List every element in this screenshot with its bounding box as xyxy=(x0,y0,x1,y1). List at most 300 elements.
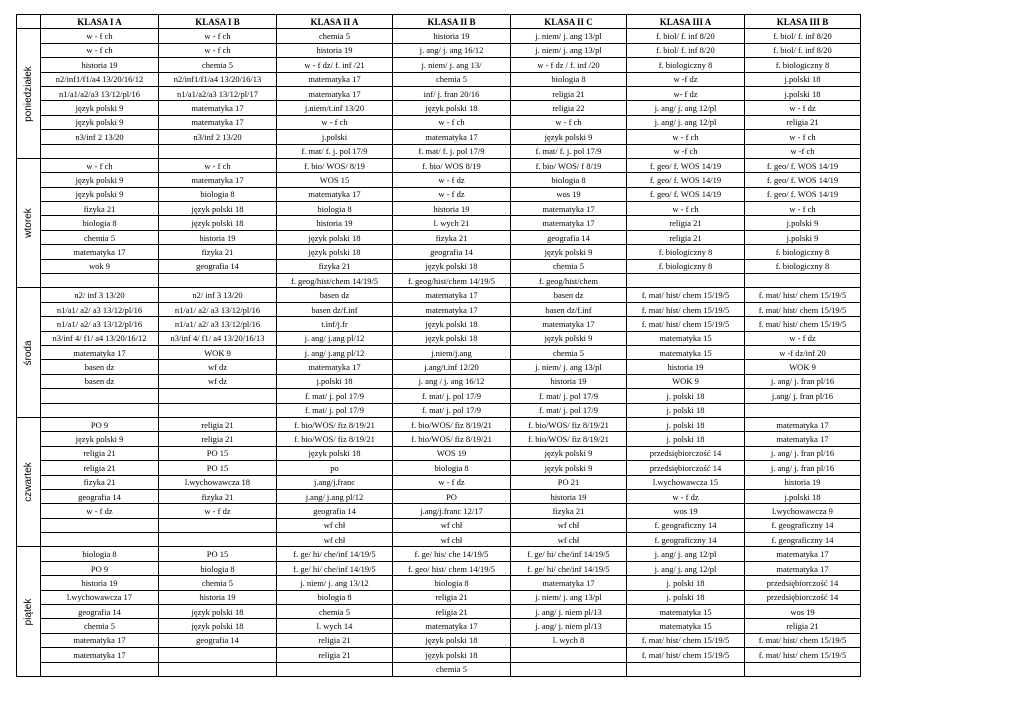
lesson-cell: f. mat/ hist/ chem 15/19/5 xyxy=(627,302,745,316)
day-name: czwartek xyxy=(22,462,34,502)
lesson-cell: f. geog/hist/chem xyxy=(511,274,627,288)
lesson-cell: po xyxy=(277,461,393,475)
lesson-cell: WOS 15 xyxy=(277,173,393,187)
lesson-cell: religia 21 xyxy=(393,590,511,604)
lesson-row xyxy=(17,86,861,100)
day-name: środa xyxy=(22,340,34,366)
lesson-cell: j.niem/j.ang xyxy=(393,345,511,359)
lesson-cell: f. ge/ hi/ che/inf 14/19/5 xyxy=(511,547,627,561)
lesson-cell: w -f ch xyxy=(627,144,745,158)
lesson-cell: f. geo/ f. WOS 14/19 xyxy=(627,187,745,201)
lesson-row xyxy=(17,29,861,43)
lesson-cell: f. biologiczny 8 xyxy=(745,259,861,273)
lesson-cell: w -f dz xyxy=(627,72,745,86)
lesson-cell: język polski 18 xyxy=(393,317,511,331)
lesson-cell: wok 9 xyxy=(41,259,159,273)
lesson-cell: n1/a1/ a2/ a3 13/12/pl/16 xyxy=(41,302,159,316)
lesson-cell: j.polski 9 xyxy=(745,216,861,230)
lesson-cell: j. ang/ j. niem pl/13 xyxy=(511,605,627,619)
lesson-cell: religia 21 xyxy=(745,619,861,633)
lesson-cell: w - f ch xyxy=(277,115,393,129)
lesson-cell: j. niem/ j. ang 13/pl xyxy=(511,590,627,604)
lesson-cell: j.polski xyxy=(277,130,393,144)
lesson-cell xyxy=(511,662,627,676)
lesson-cell: historia 19 xyxy=(627,360,745,374)
lesson-cell: chemia 5 xyxy=(277,605,393,619)
lesson-cell: w - f dz xyxy=(41,504,159,518)
day-name: wtorek xyxy=(22,208,34,238)
lesson-cell: j. niem/ j. ang 13/ xyxy=(393,58,511,72)
lesson-cell: basen dz xyxy=(511,288,627,302)
lesson-cell: f. mat/ hist/ chem 15/19/5 xyxy=(745,648,861,662)
lesson-cell: w - f ch xyxy=(41,158,159,172)
lesson-cell: biologia 8 xyxy=(511,72,627,86)
lesson-cell: WOK 9 xyxy=(159,345,277,359)
lesson-row xyxy=(17,547,861,561)
lesson-cell xyxy=(627,274,745,288)
lesson-cell: wf dz xyxy=(159,360,277,374)
lesson-row xyxy=(17,446,861,460)
lesson-cell: w -f ch xyxy=(745,144,861,158)
lesson-cell: język polski 9 xyxy=(511,331,627,345)
lesson-cell: geografia 14 xyxy=(41,489,159,503)
lesson-cell: wf chł xyxy=(393,533,511,547)
lesson-cell: język polski 9 xyxy=(41,187,159,201)
lesson-cell: j.ang/j.franc xyxy=(277,475,393,489)
lesson-cell: f. mat/ hist/ chem 15/19/5 xyxy=(745,317,861,331)
lesson-cell: f. mat/ j. pol 17/9 xyxy=(511,403,627,417)
lesson-cell: w - f ch xyxy=(627,130,745,144)
lesson-row xyxy=(17,302,861,316)
lesson-cell: f. biologiczny 8 xyxy=(745,245,861,259)
lesson-row xyxy=(17,317,861,331)
lesson-cell: w - f ch xyxy=(511,115,627,129)
lesson-cell: j.ang/ j.ang pl/12 xyxy=(277,489,393,503)
lesson-cell: wf chł xyxy=(277,518,393,532)
lesson-row xyxy=(17,561,861,575)
lesson-row xyxy=(17,489,861,503)
lesson-cell: f. bio/WOS/ fiz 8/19/21 xyxy=(277,417,393,431)
lesson-cell: geografia 14 xyxy=(159,259,277,273)
lesson-cell: język polski 9 xyxy=(511,245,627,259)
lesson-cell: matematyka 15 xyxy=(627,345,745,359)
lesson-cell: wos 19 xyxy=(627,504,745,518)
lesson-cell: chemia 5 xyxy=(159,58,277,72)
day-label-cell xyxy=(17,547,41,677)
lesson-cell: biologia 8 xyxy=(41,216,159,230)
lesson-cell: l.wychowawcza 15 xyxy=(627,475,745,489)
lesson-cell: matematyka 17 xyxy=(277,86,393,100)
lesson-cell: f. mat/ f. j. pol 17/9 xyxy=(511,144,627,158)
lesson-cell: f. mat/ hist/ chem 15/19/5 xyxy=(745,633,861,647)
lesson-cell xyxy=(41,403,159,417)
lesson-cell: j. polski 18 xyxy=(627,417,745,431)
lesson-cell: n2/inf1/f1/a4 13/20/16/12 xyxy=(41,72,159,86)
lesson-cell: j. ang/ j. ang 12/pl xyxy=(627,101,745,115)
lesson-cell: wos 19 xyxy=(511,187,627,201)
lesson-cell: WOK 9 xyxy=(627,374,745,388)
lesson-cell: język polski 9 xyxy=(511,446,627,460)
lesson-cell: w - f ch xyxy=(159,158,277,172)
lesson-cell: matematyka 17 xyxy=(511,216,627,230)
lesson-cell: chemia 5 xyxy=(393,662,511,676)
lesson-cell xyxy=(41,518,159,532)
lesson-row xyxy=(17,115,861,129)
lesson-cell: język polski 18 xyxy=(393,331,511,345)
lesson-cell: historia 19 xyxy=(511,374,627,388)
lesson-cell: j.ang/ j. fran pl/16 xyxy=(745,389,861,403)
lesson-cell: n3/inf 2 13/20 xyxy=(159,130,277,144)
lesson-row xyxy=(17,518,861,532)
lesson-cell: język polski 9 xyxy=(511,461,627,475)
lesson-cell: f. mat/ f. j. pol 17/9 xyxy=(393,144,511,158)
lesson-cell: wf chł xyxy=(393,518,511,532)
lesson-cell: f. ge/ hi/ che/inf 14/19/5 xyxy=(277,561,393,575)
lesson-cell: PO xyxy=(393,489,511,503)
lesson-cell: w - f ch xyxy=(393,115,511,129)
lesson-cell: f. mat/ hist/ chem 15/19/5 xyxy=(627,633,745,647)
lesson-cell: n1/a1/a2/a3 13/12/pl/17 xyxy=(159,86,277,100)
day-label-cell xyxy=(17,29,41,159)
lesson-row xyxy=(17,360,861,374)
lesson-cell: f. geo/ hist/ chem 14/19/5 xyxy=(393,561,511,575)
lesson-cell: j. ang/ j. fran pl/16 xyxy=(745,461,861,475)
lesson-cell: n3/inf 4/ f1/ a4 13/20/16/12 xyxy=(41,331,159,345)
lesson-cell xyxy=(745,274,861,288)
lesson-cell: język polski 18 xyxy=(159,202,277,216)
lesson-cell: PO 9 xyxy=(41,561,159,575)
corner-cell xyxy=(17,15,41,29)
lesson-cell: f. mat/ j. pol 17/9 xyxy=(393,389,511,403)
lesson-cell: religia 21 xyxy=(511,86,627,100)
lesson-cell: fizyka 21 xyxy=(41,202,159,216)
lesson-cell: f. mat/ j. pol 17/9 xyxy=(393,403,511,417)
lesson-cell: f. mat/ j. pol 17/9 xyxy=(277,389,393,403)
lesson-cell: w - f dz xyxy=(745,331,861,345)
lesson-cell: wos 19 xyxy=(745,605,861,619)
lesson-cell: język polski 18 xyxy=(393,648,511,662)
lesson-cell: w - f dz/ f. inf /21 xyxy=(277,58,393,72)
lesson-cell: n1/a1/ a2/ a3 13/12/pl/16 xyxy=(159,317,277,331)
lesson-cell: n3/inf 2 13/20 xyxy=(41,130,159,144)
lesson-cell xyxy=(159,533,277,547)
lesson-row xyxy=(17,144,861,158)
day-name: poniedziałek xyxy=(22,65,34,122)
lesson-cell: historia 19 xyxy=(41,576,159,590)
lesson-cell xyxy=(41,144,159,158)
lesson-cell: l.wychowawcza 18 xyxy=(159,475,277,489)
lesson-cell: f. biologiczny 8 xyxy=(627,259,745,273)
lesson-cell: f. ge/ hi/ che/inf 14/19/5 xyxy=(277,547,393,561)
lesson-row xyxy=(17,101,861,115)
lesson-cell: matematyka 17 xyxy=(159,115,277,129)
lesson-row xyxy=(17,58,861,72)
lesson-cell: n1/a1/ a2/ a3 13/12/pl/16 xyxy=(159,302,277,316)
lesson-cell: matematyka 15 xyxy=(627,331,745,345)
lesson-cell: j.polski 18 xyxy=(745,72,861,86)
lesson-cell: f. mat/ hist/ chem 15/19/5 xyxy=(627,288,745,302)
lesson-cell: fizyka 21 xyxy=(159,489,277,503)
lesson-row xyxy=(17,187,861,201)
lesson-cell: basen dz xyxy=(41,360,159,374)
lesson-cell: biologia 8 xyxy=(393,576,511,590)
lesson-cell: PO 9 xyxy=(41,417,159,431)
lesson-cell: f. geo/ f. WOS 14/19 xyxy=(627,173,745,187)
lesson-cell: matematyka 17 xyxy=(511,202,627,216)
lesson-cell: f. geog/hist/chem 14/19/5 xyxy=(277,274,393,288)
lesson-cell xyxy=(627,662,745,676)
lesson-cell: j. niem/ j. ang 13/12 xyxy=(277,576,393,590)
class-header: KLASA II C xyxy=(511,15,627,29)
lesson-cell: matematyka 17 xyxy=(393,130,511,144)
lesson-cell: chemia 5 xyxy=(41,619,159,633)
class-header: KLASA III A xyxy=(627,15,745,29)
lesson-cell: l. wych 14 xyxy=(277,619,393,633)
lesson-cell: j. ang/ j.ang pl/12 xyxy=(277,345,393,359)
lesson-cell: f. mat/ hist/ chem 15/19/5 xyxy=(745,288,861,302)
class-header: KLASA I A xyxy=(41,15,159,29)
lesson-cell: j.ang/t.inf 12/20 xyxy=(393,360,511,374)
lesson-row xyxy=(17,576,861,590)
lesson-cell: w - f ch xyxy=(41,29,159,43)
lesson-cell xyxy=(159,518,277,532)
lesson-cell: matematyka 17 xyxy=(159,101,277,115)
lesson-cell: f. bio/ WOS/ f 8/19 xyxy=(511,158,627,172)
lesson-cell xyxy=(41,533,159,547)
lesson-cell xyxy=(511,648,627,662)
lesson-cell xyxy=(41,662,159,676)
lesson-row xyxy=(17,633,861,647)
lesson-cell: w - f ch xyxy=(159,43,277,57)
lesson-cell: j. ang/ j. ang 12/pl xyxy=(627,547,745,561)
lesson-cell: j.polski 18 xyxy=(277,374,393,388)
lesson-cell: f. geograficzny 14 xyxy=(745,518,861,532)
lesson-cell: f. bio/ WOS/ 8/19 xyxy=(277,158,393,172)
lesson-cell: n3/inf 4/ f1/ a4 13/20/16/13 xyxy=(159,331,277,345)
lesson-cell: j. ang/ j. ang 12/pl xyxy=(627,561,745,575)
lesson-row xyxy=(17,230,861,244)
lesson-cell xyxy=(41,389,159,403)
lesson-cell: geografia 14 xyxy=(41,605,159,619)
lesson-row xyxy=(17,345,861,359)
lesson-cell: historia 19 xyxy=(159,590,277,604)
lesson-cell: język polski 9 xyxy=(41,101,159,115)
lesson-cell: f. mat/ hist/ chem 15/19/5 xyxy=(745,302,861,316)
lesson-cell: j. ang/ j. fran pl/16 xyxy=(745,446,861,460)
lesson-cell: religia 21 xyxy=(277,633,393,647)
lesson-cell: j. polski 18 xyxy=(627,432,745,446)
lesson-row xyxy=(17,331,861,345)
lesson-cell: matematyka 17 xyxy=(393,619,511,633)
lesson-row xyxy=(17,461,861,475)
lesson-row xyxy=(17,259,861,273)
lesson-cell: l.wychowawcza 9 xyxy=(745,504,861,518)
lesson-cell: j. niem/ j. ang 13/pl xyxy=(511,43,627,57)
lesson-cell: fizyka 21 xyxy=(159,245,277,259)
lesson-cell: f. mat/ j. pol 17/9 xyxy=(277,403,393,417)
lesson-cell: język polski 18 xyxy=(393,259,511,273)
lesson-cell xyxy=(159,648,277,662)
lesson-cell: n1/a1/a2/a3 13/12/pl/16 xyxy=(41,86,159,100)
lesson-cell: w- f dz xyxy=(627,86,745,100)
lesson-cell: religia 21 xyxy=(277,648,393,662)
lesson-cell: biologia 8 xyxy=(511,173,627,187)
lesson-cell: j. polski 18 xyxy=(627,590,745,604)
lesson-cell: basen dz xyxy=(41,374,159,388)
lesson-row xyxy=(17,619,861,633)
lesson-cell: chemia 5 xyxy=(511,345,627,359)
lesson-cell: f. bio/WOS/ fiz 8/19/21 xyxy=(277,432,393,446)
lesson-cell: język polski 18 xyxy=(393,633,511,647)
lesson-cell: biologia 8 xyxy=(159,561,277,575)
lesson-cell: j. niem/ j. ang 13/pl xyxy=(511,360,627,374)
lesson-cell: f. biol/ f. inf 8/20 xyxy=(745,43,861,57)
lesson-cell: f. biol/ f. inf 8/20 xyxy=(627,43,745,57)
lesson-cell xyxy=(745,662,861,676)
lesson-cell: f. mat/ f. j. pol 17/9 xyxy=(277,144,393,158)
lesson-cell xyxy=(41,274,159,288)
lesson-cell: geografia 14 xyxy=(511,230,627,244)
lesson-cell: religia 21 xyxy=(745,115,861,129)
lesson-cell: WOS 19 xyxy=(393,446,511,460)
lesson-cell: chemia 5 xyxy=(511,259,627,273)
lesson-cell: matematyka 17 xyxy=(745,432,861,446)
lesson-cell: f. bio/WOS/ fiz 8/19/21 xyxy=(511,417,627,431)
lesson-cell xyxy=(745,403,861,417)
lesson-row xyxy=(17,245,861,259)
lesson-cell: f. bio/WOS/ fiz 8/19/21 xyxy=(393,417,511,431)
lesson-cell: PO 21 xyxy=(511,475,627,489)
class-header: KLASA II B xyxy=(393,15,511,29)
lesson-cell: j. ang/ j. ang 16/12 xyxy=(393,43,511,57)
lesson-cell: religia 22 xyxy=(511,101,627,115)
day-label-cell xyxy=(17,417,41,547)
lesson-cell: j.ang/j.franc 12/17 xyxy=(393,504,511,518)
lesson-cell: wf chł xyxy=(511,518,627,532)
lesson-row xyxy=(17,158,861,172)
lesson-cell: l.wychowawcza 17 xyxy=(41,590,159,604)
lesson-row xyxy=(17,173,861,187)
lesson-cell: j. polski 18 xyxy=(627,389,745,403)
lesson-cell: historia 19 xyxy=(41,58,159,72)
lesson-cell: f. mat/ hist/ chem 15/19/5 xyxy=(627,317,745,331)
lesson-cell: matematyka 17 xyxy=(41,648,159,662)
lesson-cell: f. mat/ j. pol 17/9 xyxy=(511,389,627,403)
lesson-cell: język polski 18 xyxy=(393,101,511,115)
lesson-cell: WOK 9 xyxy=(745,360,861,374)
lesson-cell: fizyka 21 xyxy=(393,230,511,244)
lesson-cell: historia 19 xyxy=(277,216,393,230)
lesson-cell xyxy=(159,144,277,158)
lesson-cell xyxy=(159,403,277,417)
lesson-cell: f. ge/ hi/ che/inf 14/19/5 xyxy=(511,561,627,575)
lesson-cell: f. geo/ f. WOS 14/19 xyxy=(627,158,745,172)
lesson-cell: f. bio/ WOS 8/19 xyxy=(393,158,511,172)
lesson-cell: PO 15 xyxy=(159,461,277,475)
lesson-cell: f. bio/WOS/ fiz 8/19/21 xyxy=(393,432,511,446)
lesson-cell: n1/a1/ a2/ a3 13/12/pl/16 xyxy=(41,317,159,331)
lesson-cell: fizyka 21 xyxy=(41,475,159,489)
lesson-row xyxy=(17,288,861,302)
lesson-cell: basen dz/f.inf xyxy=(511,302,627,316)
lesson-cell: basen dz/f.inf xyxy=(277,302,393,316)
class-header: KLASA II A xyxy=(277,15,393,29)
lesson-cell: biologia 8 xyxy=(393,461,511,475)
lesson-cell: geografia 14 xyxy=(277,504,393,518)
lesson-cell: j. ang/ j. fran pl/16 xyxy=(745,374,861,388)
lesson-cell: t.inf/j.fr xyxy=(277,317,393,331)
lesson-cell: fizyka 21 xyxy=(511,504,627,518)
lesson-cell: matematyka 17 xyxy=(393,288,511,302)
lesson-cell: j. ang / j. ang 16/12 xyxy=(393,374,511,388)
lesson-cell: biologia 8 xyxy=(277,202,393,216)
lesson-cell: j. ang/ j. ang 12/pl xyxy=(627,115,745,129)
lesson-cell: w - f dz xyxy=(745,101,861,115)
class-header: KLASA III B xyxy=(745,15,861,29)
lesson-row xyxy=(17,216,861,230)
lesson-cell xyxy=(159,274,277,288)
lesson-row xyxy=(17,432,861,446)
lesson-cell: biologia 8 xyxy=(159,187,277,201)
lesson-cell: matematyka 15 xyxy=(627,605,745,619)
lesson-row xyxy=(17,605,861,619)
lesson-cell: chemia 5 xyxy=(277,29,393,43)
lesson-cell xyxy=(159,662,277,676)
lesson-cell: język polski 18 xyxy=(159,619,277,633)
lesson-cell: matematyka 17 xyxy=(393,302,511,316)
lesson-cell: f. biologiczny 8 xyxy=(627,58,745,72)
lesson-cell xyxy=(277,662,393,676)
class-header: KLASA I B xyxy=(159,15,277,29)
lesson-cell: j. polski 18 xyxy=(627,403,745,417)
lesson-cell: religia 21 xyxy=(159,417,277,431)
lesson-cell: f. geograficzny 14 xyxy=(627,518,745,532)
day-label-cell xyxy=(17,288,41,418)
lesson-row xyxy=(17,202,861,216)
lesson-cell: j. polski 18 xyxy=(627,576,745,590)
lesson-cell: historia 19 xyxy=(511,489,627,503)
lesson-cell: w - f dz xyxy=(393,475,511,489)
day-label-cell xyxy=(17,158,41,288)
lesson-row xyxy=(17,533,861,547)
lesson-cell: matematyka 17 xyxy=(745,561,861,575)
lesson-cell: historia 19 xyxy=(745,475,861,489)
lesson-row xyxy=(17,130,861,144)
lesson-cell: wf dz xyxy=(159,374,277,388)
lesson-cell: przedsiębiorczość 14 xyxy=(627,461,745,475)
lesson-cell: język polski 18 xyxy=(159,216,277,230)
lesson-cell: religia 21 xyxy=(41,446,159,460)
lesson-cell: przedsiębiorczość 14 xyxy=(745,576,861,590)
lesson-cell: w - f ch xyxy=(41,43,159,57)
lesson-row xyxy=(17,274,861,288)
lesson-cell: l. wych 21 xyxy=(393,216,511,230)
lesson-cell: inf/ j. fran 20/16 xyxy=(393,86,511,100)
lesson-cell: przedsiębiorczość 14 xyxy=(745,590,861,604)
lesson-cell: historia 19 xyxy=(393,29,511,43)
lesson-row xyxy=(17,43,861,57)
lesson-cell: basen dz xyxy=(277,288,393,302)
lesson-cell: matematyka 17 xyxy=(41,345,159,359)
lesson-cell: religia 21 xyxy=(627,216,745,230)
lesson-cell: n2/inf1/f1/a4 13/20/16/13 xyxy=(159,72,277,86)
lesson-cell: PO 15 xyxy=(159,547,277,561)
lesson-cell: j. ang/ j. niem pl/13 xyxy=(511,619,627,633)
lesson-cell: f. geog/hist/chem 14/19/5 xyxy=(393,274,511,288)
lesson-cell: matematyka 17 xyxy=(159,173,277,187)
lesson-cell xyxy=(159,389,277,403)
lesson-cell: w - f ch xyxy=(159,29,277,43)
